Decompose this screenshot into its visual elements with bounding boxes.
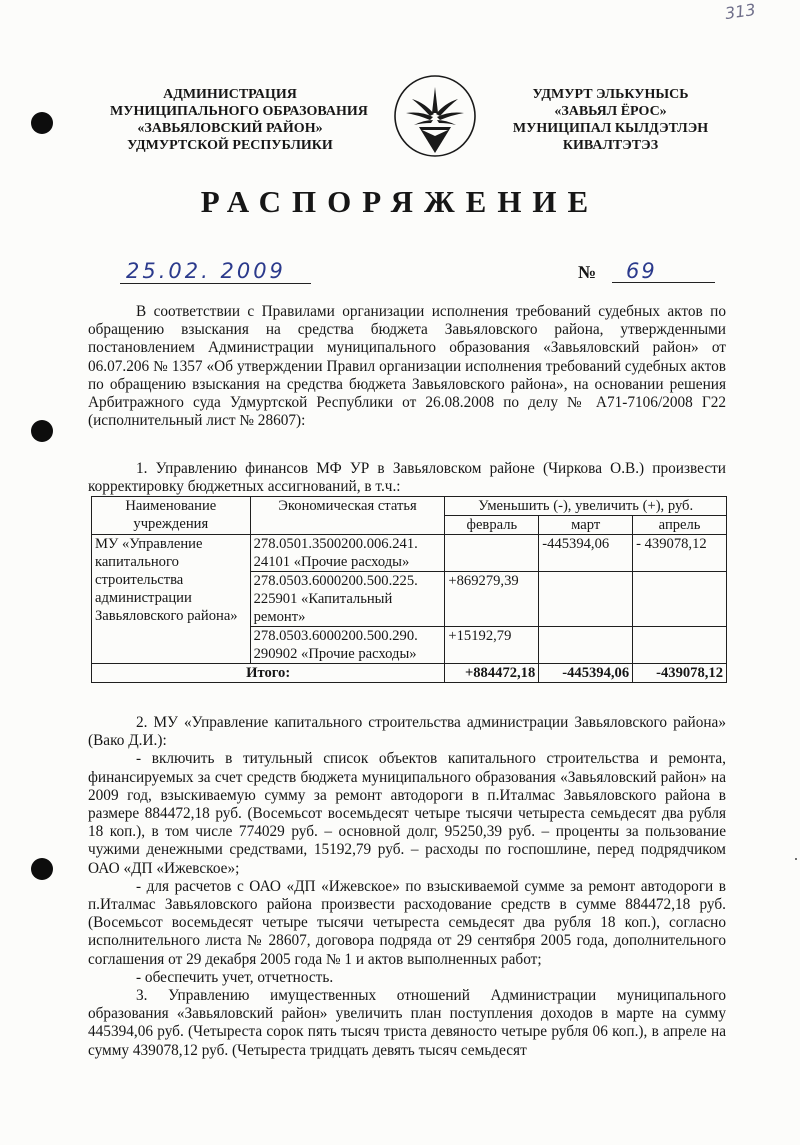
number-label: № [578,262,597,282]
header-change: Уменьшить (-), увеличить (+), руб. [445,497,727,516]
mar-cell [539,627,633,664]
budget-table [91,496,727,683]
article-cell: 278.0501.3500200.006.241. 24101 «Прочие расходы» [250,535,445,572]
header-right-line: УДМУРТ ЭЛЬКУНЫСЬ [532,87,689,102]
preamble-text: В соответствии с Правилами организации исполнения требований судебных актов по обращению взыскания на средства бюджета Завьяловского района, утвержденными постановлением Администрации муниципального образования «Завьяловский район» от 06.07.206 № 1357 «Об утверждении Правил организации исполнения требований судебных актов по обращению взыскания на средства бюджета Завьяловского района», на основании решения Арбитражного суда Удмуртской Республики от 26.08.2008 по делу № А71-7106/2008 Г22 (исполнительный лист № 28607): [88,303,726,430]
table-row [92,535,727,572]
article-cell: 278.0503.6000200.500.290. 290902 «Прочие расходы» [250,627,445,664]
header-month: март [539,516,633,535]
header-left-line: АДМИНИСТРАЦИЯ [163,87,297,102]
item-1 [88,460,726,496]
item-2-text: 2. МУ «Управление капитального строительства администрации Завьяловского района» (Вако Д.И.): [88,714,726,750]
scan-speck [795,858,797,860]
header-right-line: МУНИЦИПАЛ КЫЛДЭТЛЭН [512,121,709,136]
total-feb: +884472,18 [445,664,539,683]
item-2b-text: - для расчетов с ОАО «ДП «Ижевское» по взыскиваемой сумме за ремонт автодороги в п.Италмас Завьяловского района произвести расходование средств в сумме 884472,18 руб. (Восемьсот восемьдесят четыре тысячи четыреста семьдесят два рубля 18 коп.), согласно исполнительного листа № 28607, договора подряда от 29 сентября 2005 года, дополнительного соглашения от 29 декабря 2005 года № 1 и актов выполненных работ; [88,877,726,968]
items-2-3 [88,714,726,1060]
header-left-line: МУНИЦИПАЛЬНОГО ОБРАЗОВАНИЯ [110,104,368,119]
apr-cell [633,572,727,627]
preamble [88,303,726,430]
item-2c-text: - обеспечить учет, отчетность. [136,968,334,986]
article-cell: 278.0503.6000200.500.225. 225901 «Капитальный ремонт» [250,572,445,627]
header-month: февраль [445,516,539,535]
mar-cell: -445394,06 [539,535,633,572]
item-3-text: 3. Управлению имущественных отношений Администрации муниципального образования «Завьяловский район» увеличить план поступления доходов в марте на сумму 445394,06 руб. (Четыреста сорок пять тысяч триста девяносто четыре рубля 06 коп.), в апреле на сумму 439078,12 руб. (Четыреста тридцать девять тысяч семьдесят [88,987,726,1059]
feb-cell: +15192,79 [445,627,539,664]
item-2a-text: - включить в титульный список объектов капитального строительства и ремонта, финансируемых за счет средств бюджета муниципального образования «Завьяловский район» на 2009 год, взыскиваемую сумму за ремонт автодороги в п.Италмас Завьяловского района в размере 884472,18 руб. (Восемьсот восемьдесят четыре тысячи четыреста семьдесят два рубля 18 коп.), в том числе 774029 руб. – основной долг, 95250,39 руб. – проценты за пользование чужими денежными средствами, 15192,79 руб. – расходы по госпошлине, перед подрядчиком ОАО «ДП «Ижевское»; [88,750,726,877]
binder-hole [31,112,53,134]
archive-page-mark: 313 [723,0,757,24]
total-apr: -439078,12 [633,664,727,683]
header-institution: Наименование учреждения [92,497,251,535]
item-1-text: 1. Управлению финансов МФ УР в Завьяловском районе (Чиркова О.В.) произвести корректировку бюджетных ассигнований, в т.ч.: [88,460,726,496]
document-number: 69 [612,259,715,283]
document-date: 25.02. 2009 [120,259,311,284]
feb-cell: +869279,39 [445,572,539,627]
header-left [110,86,368,154]
apr-cell [633,627,727,664]
header-right [508,86,713,154]
header-left-line: УДМУРТСКОЙ РЕСПУБЛИКИ [127,138,333,153]
header-right-line: «ЗАВЬЯЛ ЁРОС» [554,104,667,119]
institution-cell: МУ «Управление капитального строительства администрации Завьяловского района» [92,535,251,664]
district-emblem-icon [392,73,478,159]
header-right-line: КИВАЛТЭТЭЗ [562,138,659,153]
document-title: РАСПОРЯЖЕНИЕ [200,184,600,219]
feb-cell [445,535,539,572]
total-mar: -445394,06 [539,664,633,683]
binder-hole [31,420,53,442]
total-row [92,664,727,683]
header-month: апрель [633,516,727,535]
apr-cell: - 439078,12 [633,535,727,572]
header-article: Экономическая статья [250,497,445,535]
header-left-line: «ЗАВЬЯЛОВСКИЙ РАЙОН» [137,121,323,136]
total-label: Итого: [92,664,445,683]
mar-cell [539,572,633,627]
binder-hole [31,858,53,880]
